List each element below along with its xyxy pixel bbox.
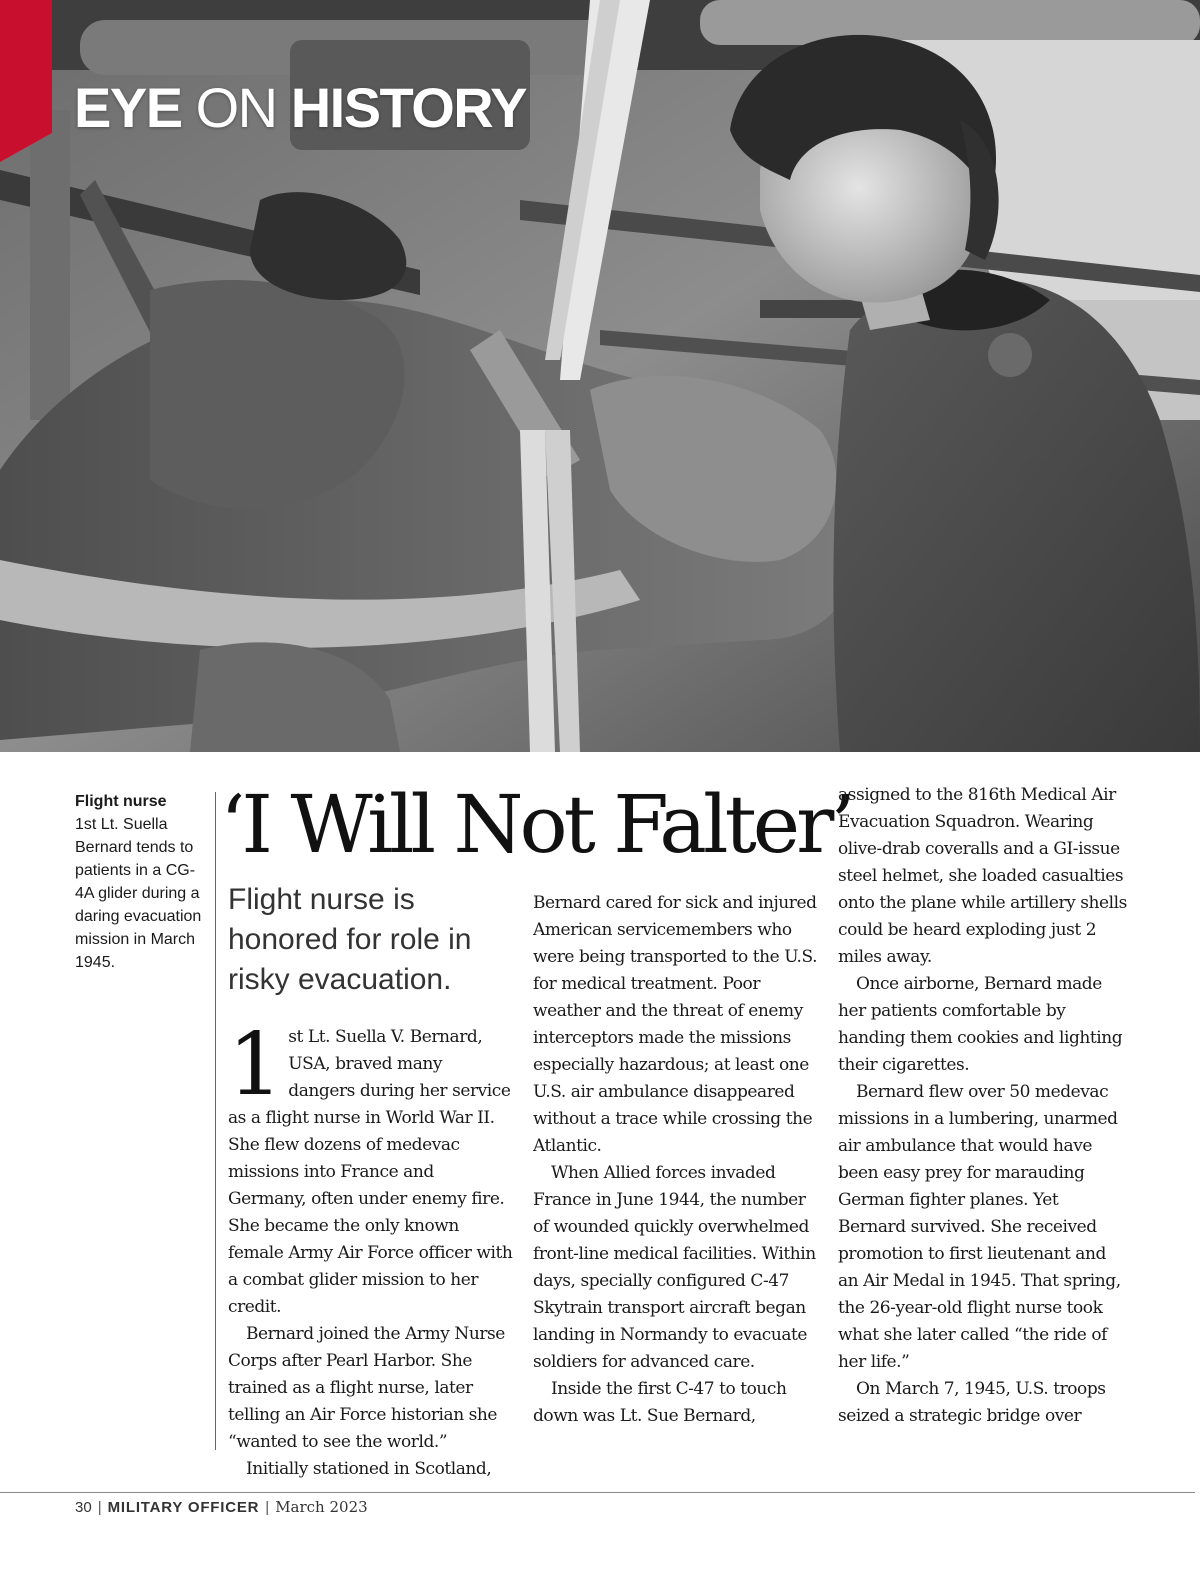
body-paragraph: On March 7, 1945, U.S. troops seized a strategic bridge over: [838, 1379, 1106, 1426]
page-number: 30: [75, 1499, 92, 1516]
page-footer: [75, 1497, 368, 1518]
body-paragraph: When Allied forces invaded France in June 1944, the number of wounded quickly overwhelmed front-line medical facilities. Within days, specially configured C-47 Skytrain transport aircraft began landing in Normandy to evacuate soldiers for advanced care.: [533, 1163, 816, 1372]
body-paragraph: Bernard joined the Army Nurse Corps after Pearl Harbor. She trained as a flight nurse, later telling an Air Force historian she “wanted to see the world.”: [228, 1324, 505, 1452]
drop-cap: 1: [228, 1015, 283, 1115]
caption-divider: [215, 792, 216, 1450]
body-paragraph: assigned to the 816th Medical Air Evacuation Squadron. Wearing olive-drab coveralls and a GI-issue steel helmet, she loaded casualties onto the plane while artillery shells could be heard exploding just 2 miles away.: [838, 785, 1127, 967]
caption-body: 1st Lt. Suella Bernard tends to patients in a CG-4A glider during a daring evacuation mission in March 1945.: [75, 816, 202, 971]
section-title-history: HISTORY: [290, 76, 527, 139]
section-title: [74, 76, 527, 139]
magazine-name: MILITARY OFFICER: [107, 1499, 260, 1516]
body-paragraph-text: st Lt. Suella V. Bernard, USA, braved many dangers during her service as a flight nurse in World War II. She flew dozens of medevac missions into France and Germany, often under enemy fire. She became the only known female Army Air Force officer with a combat glider mission to her credit.: [228, 1027, 513, 1317]
photo-caption: [75, 790, 205, 974]
body-paragraph: [228, 1015, 513, 1321]
footer-separator: |: [265, 1499, 270, 1516]
body-paragraph: Once airborne, Bernard made her patients comfortable by handing them cookies and lighting their cigarettes.: [838, 974, 1123, 1075]
article-column-1: [228, 1015, 513, 1483]
article-deck: Flight nurse is honored for role in risky evacuation.: [228, 883, 472, 996]
article-headline: ‘I Will Not Falter’: [220, 778, 852, 871]
article-column-3: [838, 782, 1128, 1430]
footer-separator: |: [97, 1499, 102, 1516]
caption-title: Flight nurse: [75, 793, 167, 810]
issue-date: March 2023: [275, 1498, 368, 1516]
body-paragraph: Bernard cared for sick and injured American servicemembers who were being transported to the U.S. for medical treatment. Poor weather and the threat of enemy interceptors made the missions especially hazardous; at least one U.S. air ambulance disappeared without a trace while crossing the Atlantic.: [533, 893, 818, 1156]
section-title-eye: EYE: [74, 76, 182, 139]
body-paragraph: Bernard flew over 50 medevac missions in a lumbering, unarmed air ambulance that would have been easy prey for marauding German fighter planes. Yet Bernard survived. She received promotion to first lieutenant and an Air Medal in 1945. That spring, the 26-year-old flight nurse took what she later called “the ride of her life.”: [838, 1082, 1121, 1372]
body-paragraph: Initially stationed in Scotland,: [246, 1459, 492, 1479]
body-paragraph: Inside the first C-47 to touch down was Lt. Sue Bernard,: [533, 1379, 787, 1426]
section-title-on: ON: [195, 76, 277, 139]
article-column-2: [533, 890, 818, 1430]
footer-rule: [0, 1492, 1195, 1493]
